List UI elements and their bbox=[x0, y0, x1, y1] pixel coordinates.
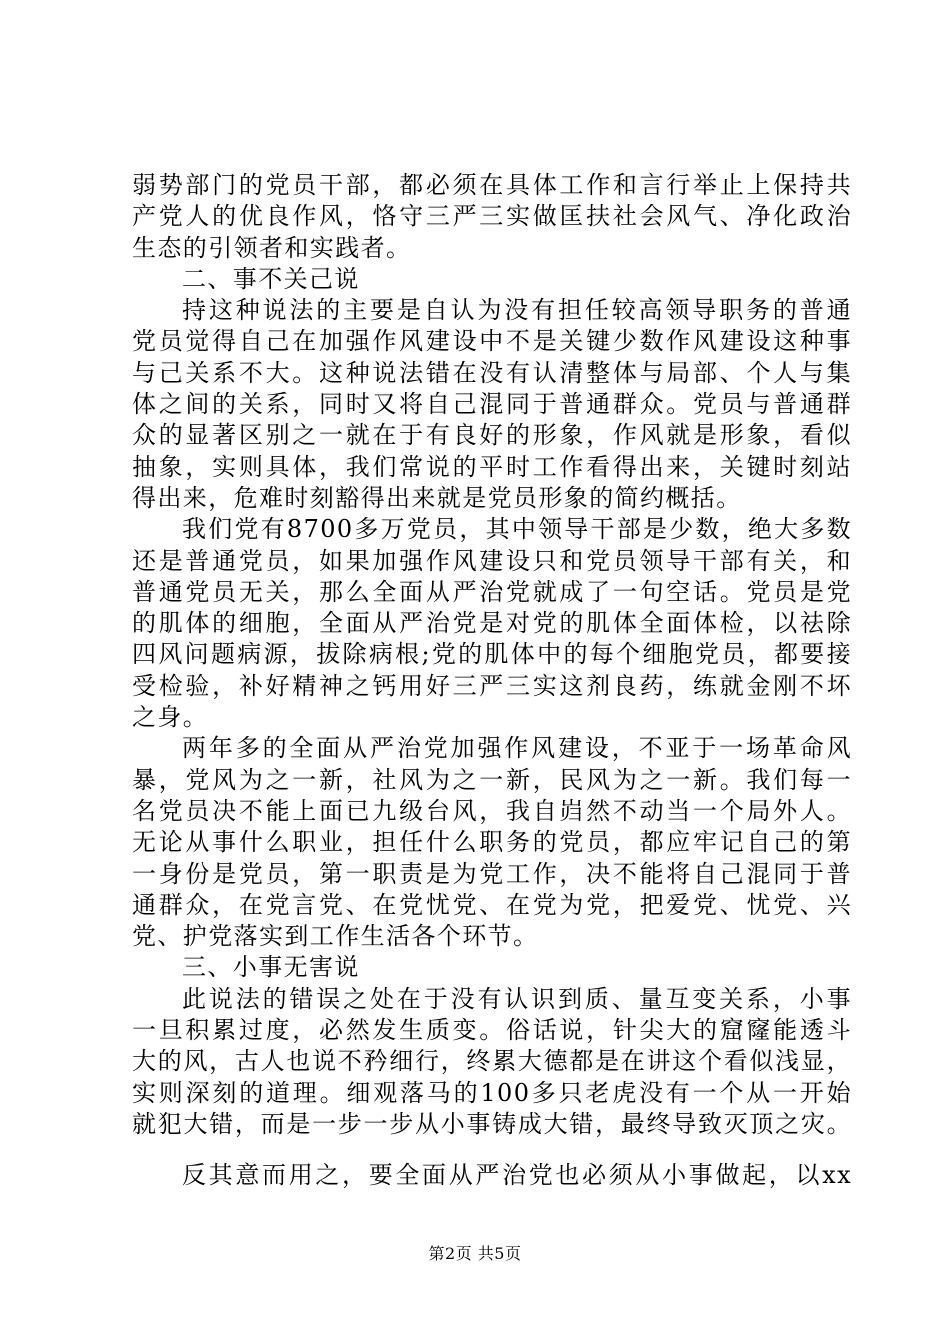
text-line: 生态的引领者和实践者。 bbox=[132, 233, 412, 262]
text-line: 我们党有8700多万党员，其中领导干部是少数，绝大多数 bbox=[182, 515, 852, 544]
paragraph-gap bbox=[132, 1140, 852, 1160]
text-line: 得出来，危难时刻豁得出来就是党员形象的简约概括。 bbox=[132, 483, 742, 512]
text-line: 产党人的优良作风，恪守三严三实做匡扶社会风气、净化政治 bbox=[132, 202, 852, 231]
text-line: 持这种说法的主要是自认为没有担任较高领导职务的普通 bbox=[182, 296, 852, 325]
text-line: 普通党员无关，那么全面从严治党就成了一句空话。党员是党 bbox=[132, 577, 852, 606]
text-line: 众的显著区别之一就在于有良好的形象，作风就是形象，看似 bbox=[132, 421, 852, 450]
text-line: 此说法的错误之处在于没有认识到质、量互变关系，小事 bbox=[182, 984, 852, 1013]
text-line: 抽象，实则具体，我们常说的平时工作看得出来，关键时刻站 bbox=[132, 452, 852, 481]
text-line: 体之间的关系，同时又将自己混同于普通群众。党员与普通群 bbox=[132, 390, 852, 419]
text-line: 实则深刻的道理。细观落马的100多只老虎没有一个从一开始 bbox=[132, 1078, 852, 1107]
text-line: 受检验，补好精神之钙用好三严三实这剂良药，练就金刚不坏 bbox=[132, 671, 852, 700]
text-line: 反其意而用之，要全面从严治党也必须从小事做起，以xx bbox=[182, 1161, 852, 1190]
text-line: 四风问题病源，拔除病根;党的肌体中的每个细胞党员，都要接 bbox=[132, 640, 852, 669]
page-number: 第2页 共5页 bbox=[428, 1244, 522, 1263]
text-line: 的肌体的细胞，全面从严治党是对党的肌体全面体检，以祛除 bbox=[132, 609, 852, 638]
text-line: 就犯大错，而是一步一步从小事铸成大错，最终导致灭顶之灾。 bbox=[132, 1109, 852, 1138]
text-line: 一身份是党员，第一职责是为党工作，决不能将自己混同于普 bbox=[132, 859, 852, 888]
text-line: 与己关系不大。这种说法错在没有认清整体与局部、个人与集 bbox=[132, 358, 852, 387]
text-line: 大的风，古人也说不矜细行，终累大德都是在讲这个看似浅显， bbox=[132, 1047, 852, 1076]
text-line: 党、护党落实到工作生活各个环节。 bbox=[132, 922, 539, 951]
document-body bbox=[132, 170, 852, 1192]
text-line: 两年多的全面从严治党加强作风建设，不亚于一场革命风 bbox=[182, 734, 852, 763]
section-heading: 三、小事无害说 bbox=[182, 953, 360, 982]
text-line: 之身。 bbox=[132, 703, 209, 732]
text-line: 还是普通党员，如果加强作风建设只和党员领导干部有关，和 bbox=[132, 546, 852, 575]
text-line: 无论从事什么职业，担任什么职务的党员，都应牢记自己的第 bbox=[132, 828, 852, 857]
text-line: 暴，党风为之一新，社风为之一新，民风为之一新。我们每一 bbox=[132, 765, 852, 794]
text-line: 党员觉得自己在加强作风建设中不是关键少数作风建设这种事 bbox=[132, 327, 852, 356]
text-line: 弱势部门的党员干部，都必须在具体工作和言行举止上保持共 bbox=[132, 171, 852, 199]
section-heading: 二、事不关己说 bbox=[182, 264, 360, 293]
text-line: 通群众，在党言党、在党忧党、在党为党，把爱党、忧党、兴 bbox=[132, 890, 852, 919]
text-line: 名党员决不能上面已九级台风，我自岿然不动当一个局外人。 bbox=[132, 796, 852, 825]
text-line: 一旦积累过度，必然发生质变。俗话说，针尖大的窟窿能透斗 bbox=[132, 1016, 852, 1045]
